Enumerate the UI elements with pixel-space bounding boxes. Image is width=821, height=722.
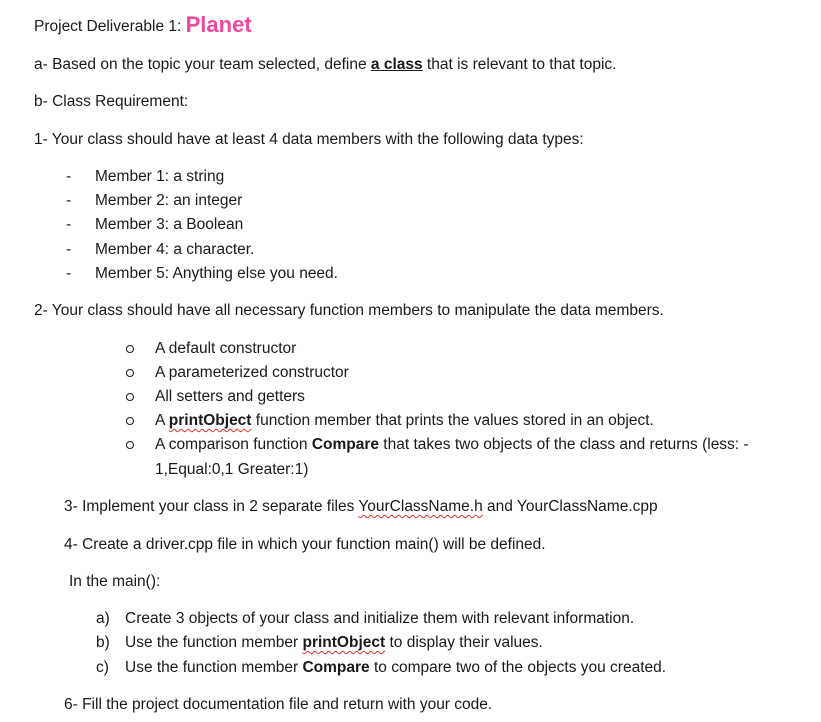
req6-line: 6- Fill the project documentation file and return with your code. bbox=[64, 696, 493, 713]
member-dash-marker: - bbox=[66, 216, 72, 233]
step-b-label: b) bbox=[96, 634, 110, 651]
member-item: Member 4: a character. bbox=[95, 241, 255, 258]
req4-line: 4- Create a driver.cpp file in which your function main() will be defined. bbox=[64, 536, 546, 553]
step-c-compare: Compare bbox=[302, 659, 370, 676]
circle-bullet-icon bbox=[126, 369, 134, 377]
step-c-label: c) bbox=[96, 659, 109, 676]
title-prefix: Project Deliverable 1: bbox=[34, 18, 186, 35]
member-dash-marker: - bbox=[66, 192, 72, 209]
circle-bullet-icon bbox=[126, 393, 134, 401]
compare-prefix: A comparison function bbox=[155, 436, 312, 453]
step-b-print-object: printObject bbox=[302, 634, 386, 651]
member-item: Member 2: an integer bbox=[95, 192, 243, 209]
step-c-text bbox=[125, 658, 666, 678]
title-accent: Planet bbox=[185, 12, 252, 37]
member-item: Member 3: a Boolean bbox=[95, 216, 244, 233]
part-a-after: that is relevant to that topic. bbox=[422, 56, 617, 73]
member-item: Member 5: Anything else you need. bbox=[95, 265, 338, 282]
circle-bullet-icon bbox=[126, 417, 134, 425]
function-item-compare-continuation: 1,Equal:0,1 Greater:1) bbox=[155, 461, 309, 478]
print-prefix: A bbox=[155, 412, 169, 429]
req1-intro: 1- Your class should have at least 4 data members with the following data types: bbox=[34, 131, 584, 148]
member-dash-marker: - bbox=[66, 168, 72, 185]
req3-line bbox=[64, 497, 658, 517]
step-c-before: Use the function member bbox=[125, 659, 303, 676]
part-b-line: b- Class Requirement: bbox=[34, 93, 189, 110]
req3-header-file: YourClassName.h bbox=[358, 498, 483, 515]
page-title bbox=[34, 12, 252, 40]
function-item-compare bbox=[155, 435, 749, 455]
step-a-label: a) bbox=[96, 610, 110, 627]
print-suffix: function member that prints the values stored in an object. bbox=[251, 412, 654, 429]
part-a-emphasis: a class bbox=[370, 56, 423, 73]
member-dash-marker: - bbox=[66, 241, 72, 258]
step-b-after: to display their values. bbox=[385, 634, 543, 651]
part-a-before: a- Based on the topic your team selected, define bbox=[34, 56, 371, 73]
step-b-text bbox=[125, 633, 543, 653]
compare-suffix: that takes two objects of the class and returns (less: - bbox=[379, 436, 749, 453]
function-item-default-constructor: A default constructor bbox=[155, 340, 297, 357]
function-item-parameterized-constructor: A parameterized constructor bbox=[155, 364, 349, 381]
main-section-heading: In the main(): bbox=[69, 573, 161, 590]
req3-after: and YourClassName.cpp bbox=[482, 498, 658, 515]
step-c-after: to compare two of the objects you created. bbox=[369, 659, 667, 676]
step-a-text: Create 3 objects of your class and initialize them with relevant information. bbox=[125, 610, 635, 627]
part-a-line bbox=[34, 55, 616, 75]
req3-before: 3- Implement your class in 2 separate files bbox=[64, 498, 359, 515]
member-dash-marker: - bbox=[66, 265, 72, 282]
print-object-name: printObject bbox=[168, 412, 252, 429]
circle-bullet-icon bbox=[126, 441, 134, 449]
step-b-before: Use the function member bbox=[125, 634, 303, 651]
member-item: Member 1: a string bbox=[95, 168, 225, 185]
function-item-setters-getters: All setters and getters bbox=[155, 388, 305, 405]
function-item-print-object bbox=[155, 411, 654, 431]
req2-intro: 2- Your class should have all necessary function members to manipulate the data members. bbox=[34, 302, 664, 319]
circle-bullet-icon bbox=[126, 345, 134, 353]
compare-name: Compare bbox=[311, 436, 379, 453]
